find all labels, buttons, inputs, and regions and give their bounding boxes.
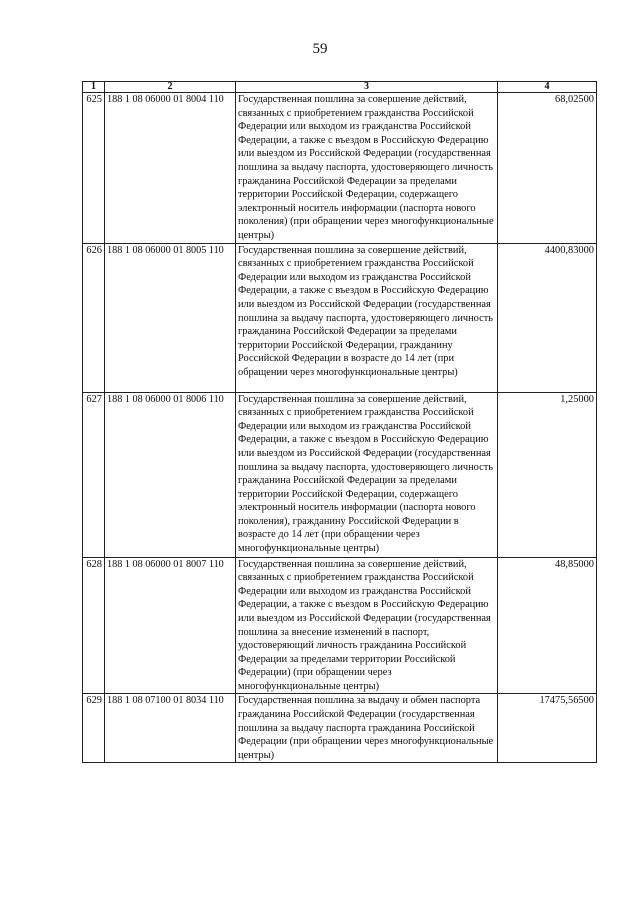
row-description: Государственная пошлина за совершение действий, связанных с приобретением гражданства Российской Федерации или выходом из гражданства Российской Федерации, а также с въездом в Российскую Федерацию или выездом из Российской Федерации (государственная пошлина за выдачу паспорта, удостоверяющего личность гражданина Российской Федерации за пределами территории Российской Федерации, содержащего электронный носитель информации (паспорта нового поколения), гражданину Российской Федерации в возрасте до 14 лет (при обращении через многофункциональные центры) [236,392,498,557]
row-number: 628 [83,557,105,694]
row-number: 625 [83,93,105,244]
table-header-row [83,82,597,93]
header-col-1: 1 [83,82,105,93]
header-col-4: 4 [498,82,597,93]
budget-code: 188 1 08 07100 01 8034 110 [105,694,236,763]
row-description: Государственная пошлина за совершение действий, связанных с приобретением гражданства Российской Федерации или выходом из гражданства Российской Федерации, а также с въездом в Российскую Федерацию или выездом из Российской Федерации (государственная пошлина за внесение изменений в паспорт, удостоверяющий личность гражданина Российской Федерации за пределами территории Российской Федерации) (при обращении через многофункциональные центры) [236,557,498,694]
row-amount: 17475,56500 [498,694,597,763]
row-number: 629 [83,694,105,763]
row-amount: 1,25000 [498,392,597,557]
page-number: 59 [312,41,328,57]
header-col-3: 3 [236,82,498,93]
row-description: Государственная пошлина за совершение действий, связанных с приобретением гражданства Российской Федерации или выходом из гражданства Российской Федерации, а также с въездом в Российскую Федерацию или выездом из Российской Федерации (государственная пошлина за выдачу паспорта, удостоверяющего личность гражданина Российской Федерации за пределами территории Российской Федерации, гражданину Российской Федерации в возрасте до 14 лет (при обращении через многофункциональные центры) [236,243,498,392]
table-row [83,557,597,694]
table-row [83,392,597,557]
budget-code: 188 1 08 06000 01 8007 110 [105,557,236,694]
budget-table [82,81,597,763]
row-description: Государственная пошлина за выдачу и обмен паспорта гражданина Российской Федерации (государственная пошлина за выдачу паспорта гражданина Российской Федерации (при обращении через многофункциональные центры) [236,694,498,763]
table-row [83,93,597,244]
budget-code: 188 1 08 06000 01 8006 110 [105,392,236,557]
row-number: 627 [83,392,105,557]
row-description: Государственная пошлина за совершение действий, связанных с приобретением гражданства Российской Федерации или выходом из гражданства Российской Федерации, а также с въездом в Российскую Федерацию или выездом из Российской Федерации (государственная пошлина за выдачу паспорта, удостоверяющего личность гражданина Российской Федерации за пределами территории Российской Федерации, содержащего электронный носитель информации (паспорта нового поколения) (при обращении через многофункциональные центры) [236,93,498,244]
budget-code: 188 1 08 06000 01 8004 110 [105,93,236,244]
row-amount: 4400,83000 [498,243,597,392]
budget-code: 188 1 08 06000 01 8005 110 [105,243,236,392]
header-col-2: 2 [105,82,236,93]
row-number: 626 [83,243,105,392]
row-amount: 48,85000 [498,557,597,694]
row-amount: 68,02500 [498,93,597,244]
table-row [83,694,597,763]
table-row [83,243,597,392]
